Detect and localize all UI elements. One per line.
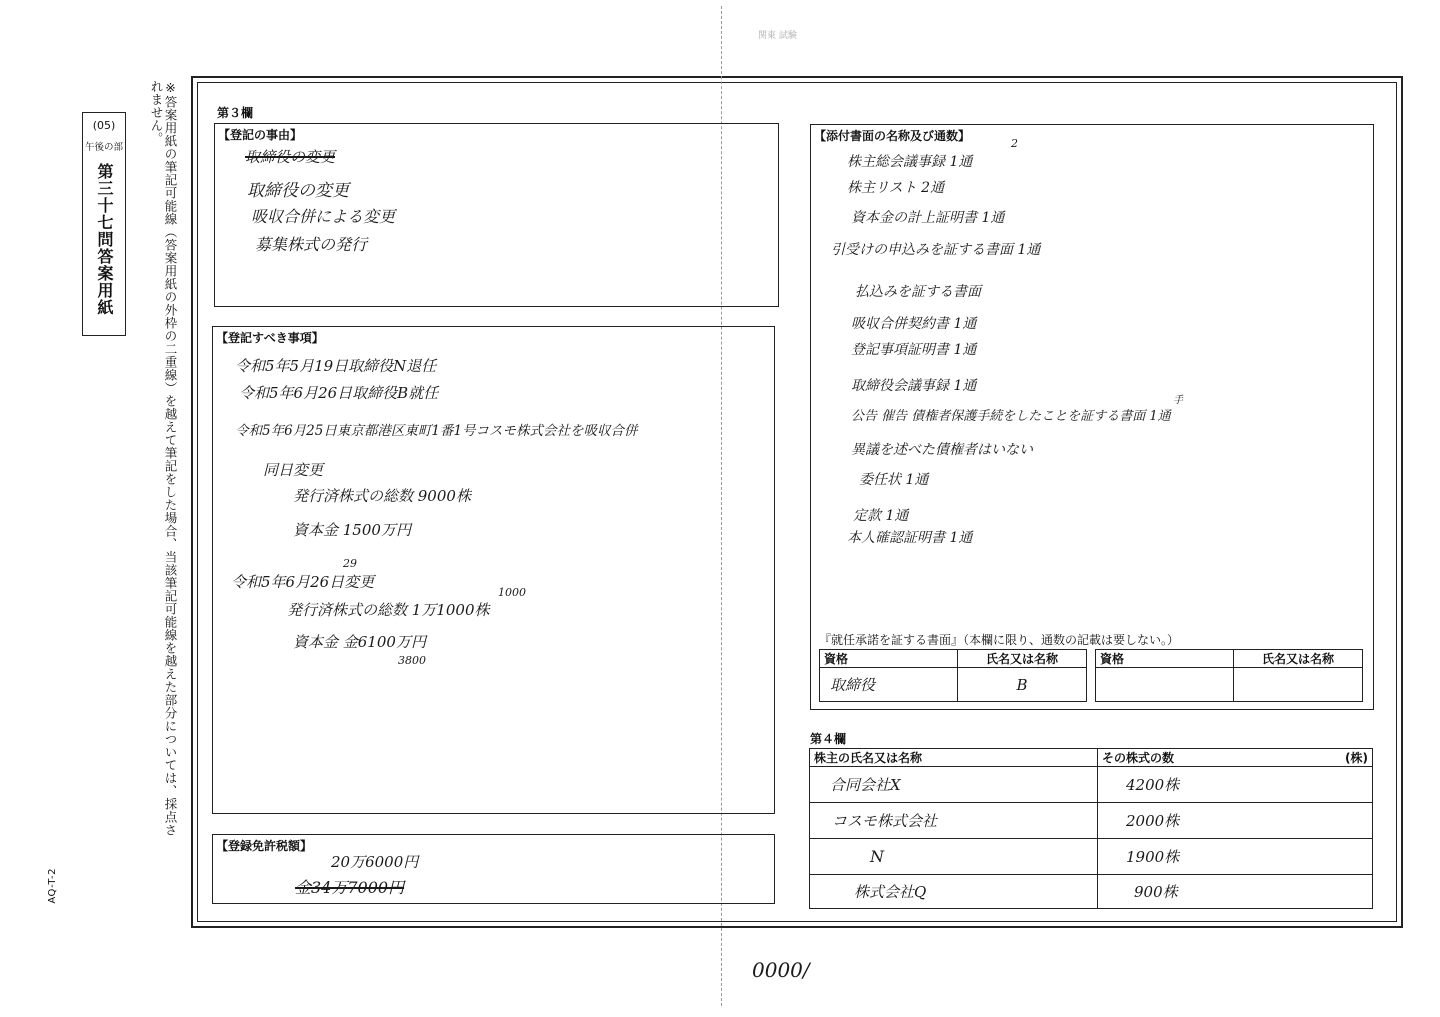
reason-line-2: 吸収合併による変更 — [251, 207, 396, 226]
acceptance-name-1: B — [958, 668, 1087, 702]
shareholder-name-3: N — [810, 839, 1098, 875]
matters-date-correction: 29 — [343, 557, 357, 570]
matters-line-2: 令和5年6月26日取締役B就任 — [239, 384, 439, 402]
reason-title: 【登記の事由】 — [218, 128, 303, 142]
header-box — [82, 112, 126, 336]
header-session: 午後の部 — [84, 142, 123, 153]
attach-line-5: 払込みを証する書面 — [855, 284, 981, 300]
acceptance-header-qual-1: 資格 — [820, 650, 958, 668]
reason-box — [214, 123, 779, 307]
reason-line-1: 取締役の変更 — [247, 181, 349, 201]
matters-count-correction: 1000 — [498, 586, 526, 599]
page-number: 0000/ — [752, 958, 810, 982]
attach-line-13: 本人確認証明書 1通 — [847, 530, 973, 546]
matters-line-8: 発行済株式の総数 1万1000株 — [287, 601, 490, 619]
shareholder-name-2: コスモ株式会社 — [810, 803, 1098, 839]
tax-title: 【登録免許税額】 — [216, 839, 313, 853]
acceptance-header-name-2: 氏名又は名称 — [1234, 650, 1363, 668]
attachments-title: 【添付書面の名称及び通数】 — [814, 129, 971, 143]
attach-line-11: 委任状 1通 — [859, 472, 929, 488]
matters-line-5: 発行済株式の総数 9000株 — [293, 487, 471, 505]
tax-amount: 20万6000円 — [331, 853, 419, 871]
matters-line-7: 令和5年6月26日変更 — [231, 573, 375, 591]
matters-line-3: 令和5年6月25日東京都港区東町1番1号コスモ株式会社を吸収合併 — [235, 423, 638, 439]
shareholder-header-unit: (株) — [1345, 751, 1368, 765]
acceptance-title: 『就任承諾を証する書面』（本欄に限り、通数の記載は要しない。） — [819, 633, 1180, 647]
shareholder-header-shares: その株式の数 — [1102, 751, 1175, 765]
matters-capital-correction: 3800 — [398, 654, 426, 667]
tax-struck: 金34万7000円 — [295, 878, 405, 897]
acceptance-header-name-1: 氏名又は名称 — [958, 650, 1087, 668]
attach-line-6: 吸収合併契約書 1通 — [851, 316, 977, 332]
attach-line-8: 取締役会議事録 1通 — [851, 378, 977, 394]
attach-line-2: 株主リスト 2通 — [847, 180, 945, 196]
header-code: (05) — [92, 119, 116, 132]
form-code: AQ-T-2 — [47, 868, 58, 904]
col3-label: 第３欄 — [217, 106, 254, 120]
shareholder-shares-3: 1900株 — [1098, 839, 1373, 875]
side-notice: ※答案用紙の筆記可能線（答案用紙の外枠の二重線）を越えて筆記をした場合、当該筆記可能線を越えた部分については、採点されません。 — [149, 80, 178, 837]
attach-line-9: 公告 催告 債権者保護手続をしたことを証する書面 1通 — [851, 409, 1171, 424]
header-title: 第三十七問答案用紙 — [95, 163, 114, 316]
attach-line-3: 資本金の計上証明書 1通 — [851, 210, 1005, 226]
attach-line-1: 株主総会議事録 1通 — [847, 154, 973, 170]
matters-line-1: 令和5年5月19日取締役N退任 — [235, 357, 437, 375]
attach-line-10: 異議を述べた債権者はいない — [851, 442, 1033, 458]
shareholder-shares-2: 2000株 — [1098, 803, 1373, 839]
top-stamp: 関東 試験 — [758, 31, 797, 41]
acceptance-name-2 — [1234, 668, 1363, 702]
attach-line-12: 定款 1通 — [853, 508, 909, 524]
attach-correction-2: 2 — [1011, 137, 1018, 150]
matters-line-4: 同日変更 — [263, 461, 324, 479]
acceptance-qual-1: 取締役 — [820, 668, 958, 702]
matters-box — [212, 326, 775, 814]
attachments-box — [810, 124, 1374, 710]
shareholders-table — [809, 748, 1373, 909]
acceptance-table — [819, 649, 1087, 702]
shareholder-name-1: 合同会社X — [810, 767, 1098, 803]
matters-title: 【登記すべき事項】 — [216, 331, 324, 345]
shareholder-shares-1: 4200株 — [1098, 767, 1373, 803]
reason-struck-line: 取締役の変更 — [245, 148, 336, 166]
shareholder-shares-4: 900株 — [1098, 875, 1373, 909]
attach-correction-ki: 手 — [1173, 395, 1183, 406]
attach-line-4: 引受けの申込みを証する書面 1通 — [831, 242, 1041, 258]
matters-line-6: 資本金 1500万円 — [293, 521, 411, 539]
attach-line-7: 登記事項証明書 1通 — [851, 342, 977, 358]
shareholder-name-4: 株式会社Q — [810, 875, 1098, 909]
acceptance-qual-2 — [1096, 668, 1234, 702]
shareholder-header-shares-cell — [1098, 749, 1373, 767]
acceptance-header-qual-2: 資格 — [1096, 650, 1234, 668]
matters-line-9: 資本金 金6100万円 — [293, 633, 426, 651]
col4-label: 第４欄 — [810, 732, 847, 746]
acceptance-table-2 — [1095, 649, 1363, 702]
shareholder-header-name: 株主の氏名又は名称 — [810, 749, 1098, 767]
tax-box — [212, 834, 775, 904]
reason-line-3: 募集株式の発行 — [255, 235, 368, 254]
